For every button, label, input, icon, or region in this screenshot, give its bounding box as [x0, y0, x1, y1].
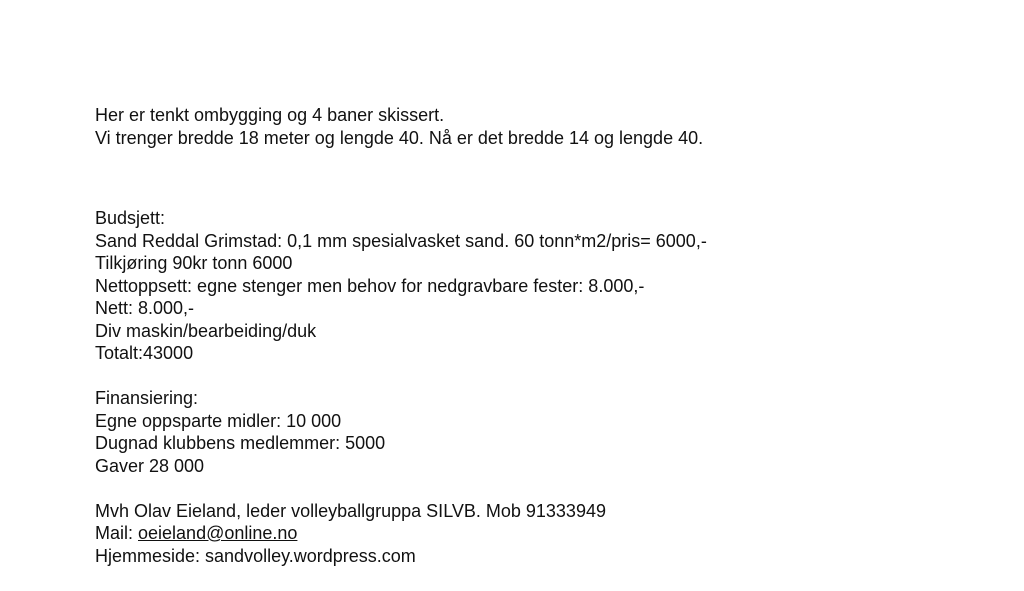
financing-item-volunteer: Dugnad klubbens medlemmer: 5000: [95, 433, 386, 453]
intro-line-2: Vi trenger bredde 18 meter og lengde 40. Nå er det bredde 14 og lengde 40.: [95, 127, 704, 148]
budget-item-transport: Tilkjøring 90kr tonn 6000: [95, 253, 293, 273]
mail-line: [95, 522, 995, 545]
financing-heading: Finansiering:: [95, 388, 199, 408]
document-body: [95, 104, 995, 567]
budget-heading: Budsjett:: [95, 208, 166, 228]
budget-item-sand: Sand Reddal Grimstad: 0,1 mm spesialvasket sand. 60 tonn*m2/pris= 6000,-: [95, 230, 707, 251]
mail-link[interactable]: oeieland@online.no: [138, 523, 298, 543]
mail-label: Mail:: [95, 523, 139, 543]
financing-item-gifts: Gaver 28 000: [95, 455, 205, 476]
financing-item-savings: Egne oppsparte midler: 10 000: [95, 410, 342, 431]
spacer: [95, 365, 995, 388]
spacer: [95, 477, 995, 500]
spacer: [95, 149, 995, 207]
budget-item-misc: Div maskin/bearbeiding/duk: [95, 320, 317, 341]
budget-item-net: Nett: 8.000,-: [95, 298, 195, 318]
homepage-line: Hjemmeside: sandvolley.wordpress.com: [95, 545, 416, 566]
signature-line: Mvh Olav Eieland, leder volleyballgruppa SILVB. Mob 91333949: [95, 500, 606, 521]
intro-line-1: Her er tenkt ombygging og 4 baner skissert.: [95, 105, 445, 125]
budget-item-net-setup: Nettoppsett: egne stenger men behov for nedgravbare fester: 8.000,-: [95, 275, 645, 296]
budget-total: Totalt:43000: [95, 343, 194, 363]
